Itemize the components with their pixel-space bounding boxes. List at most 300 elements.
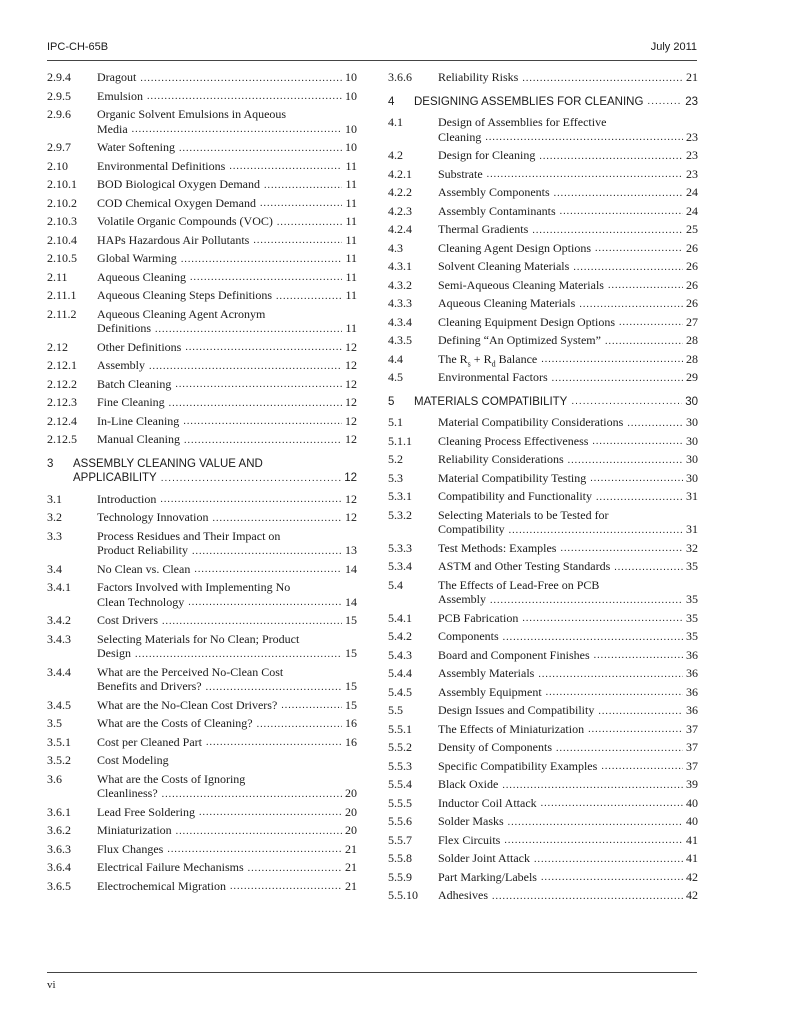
toc-entry-page: 30 xyxy=(686,433,698,448)
toc-entry-title-line xyxy=(97,177,357,192)
toc-entry-text: APPLICABILITY xyxy=(73,472,157,484)
toc-entry-number: 5.4.1 xyxy=(388,610,412,625)
toc-entry xyxy=(47,529,357,558)
toc-entry-page: 20 xyxy=(345,786,357,800)
toc-entry-number: 2.10 xyxy=(47,158,68,173)
toc-entry-page: 30 xyxy=(686,470,698,485)
toc-entry-text: Definitions xyxy=(97,321,151,335)
toc-entry-title xyxy=(97,492,357,507)
toc-entry xyxy=(388,204,698,219)
toc-entry xyxy=(47,805,357,820)
toc-entry xyxy=(47,510,357,525)
toc-entry-title-line xyxy=(438,833,698,848)
toc-leader-dots xyxy=(560,205,683,215)
toc-entry-title xyxy=(97,340,357,355)
toc-entry-title-line xyxy=(438,648,698,663)
toc-entry-title xyxy=(97,772,357,801)
toc-entry-number: 5.3.4 xyxy=(388,559,412,573)
toc-leader-dots xyxy=(579,298,683,308)
toc-entry xyxy=(388,415,698,430)
toc-entry-title-line xyxy=(438,814,698,829)
toc-entry-title xyxy=(438,578,698,607)
toc-entry-text: Lead Free Soldering xyxy=(97,804,195,819)
toc-entry-text: Product Reliability xyxy=(97,543,188,557)
toc-entry-number: 4.3.3 xyxy=(388,296,412,310)
toc-entry-page: 27 xyxy=(686,314,698,329)
toc-entry-title-line xyxy=(97,270,357,285)
toc-entry-title xyxy=(438,204,698,219)
toc-entry-title-line xyxy=(438,315,698,330)
toc-entry-number: 3.5 xyxy=(47,716,62,730)
toc-entry-text: Media xyxy=(97,121,128,136)
page-number: vi xyxy=(47,979,56,991)
toc-leader-dots xyxy=(541,797,683,807)
toc-entry-title-line xyxy=(97,196,357,211)
toc-leader-dots xyxy=(190,271,342,281)
toc-entry-page: 29 xyxy=(686,370,698,384)
toc-entry xyxy=(388,559,698,574)
toc-entry-number: 5.5.3 xyxy=(388,758,412,773)
toc-entry-title xyxy=(97,842,357,857)
toc-entry-title xyxy=(438,611,698,626)
toc-entry-page: 11 xyxy=(345,288,357,302)
toc-entry-number: 4.3 xyxy=(388,240,403,255)
toc-leader-dots xyxy=(608,279,683,289)
toc-entry xyxy=(47,233,357,248)
toc-entry-text: Global Warming xyxy=(97,251,177,265)
toc-entry-number: 3.4.5 xyxy=(47,697,71,712)
toc-leader-dots xyxy=(179,142,342,152)
toc-entry-number: 4.5 xyxy=(388,370,403,384)
toc-entry-text: Cleaning Agent Design Options xyxy=(438,240,591,255)
toc-entry-title-line: Factors Involved with Implementing No xyxy=(97,580,291,594)
toc-entry-text: Dragout xyxy=(97,70,137,84)
toc-entry-title-line xyxy=(97,214,357,229)
toc-entry-number: 3.2 xyxy=(47,510,62,524)
toc-entry-text: Assembly Components xyxy=(438,185,550,199)
toc-leader-dots xyxy=(169,397,342,407)
toc-entry xyxy=(388,777,698,792)
toc-leader-dots xyxy=(487,168,683,178)
toc-entry-title xyxy=(438,489,698,504)
toc-entry-title-line xyxy=(414,395,698,410)
toc-entry-number: 3.1 xyxy=(47,491,62,506)
toc-entry xyxy=(388,796,698,811)
toc-leader-dots xyxy=(605,335,683,345)
toc-entry-page: 11 xyxy=(345,158,357,173)
toc-entry xyxy=(388,833,698,848)
toc-leader-dots xyxy=(588,723,683,733)
toc-entry-title xyxy=(97,377,357,392)
toc-entry-page: 25 xyxy=(686,222,698,236)
toc-entry-page: 26 xyxy=(686,259,698,273)
toc-entry-text: Reliability Risks xyxy=(438,70,519,84)
toc-entry-page: 32 xyxy=(686,540,698,555)
toc-entry xyxy=(47,562,357,577)
toc-leader-dots xyxy=(595,242,683,252)
toc-leader-dots xyxy=(147,90,342,100)
toc-entry-title xyxy=(438,508,698,537)
toc-entry-title-line xyxy=(438,685,698,700)
toc-entry-title-line xyxy=(438,333,698,348)
toc-entry-title-line xyxy=(438,259,698,274)
toc-leader-dots xyxy=(573,261,683,271)
toc-entry-title xyxy=(438,740,698,755)
toc-entry-number: 5.5.10 xyxy=(388,888,418,902)
toc-entry-title-line xyxy=(97,805,357,820)
toc-column-left xyxy=(47,70,357,897)
toc-entry-title-line: Process Residues and Their Impact on xyxy=(97,528,281,543)
toc-entry xyxy=(388,814,698,829)
toc-entry-title xyxy=(438,666,698,681)
toc-entry xyxy=(47,340,357,355)
toc-entry-title xyxy=(438,115,698,144)
toc-entry-text: BOD Biological Oxygen Demand xyxy=(97,177,260,191)
toc-entry-page: 37 xyxy=(686,740,698,754)
toc-leader-dots xyxy=(590,472,683,482)
toc-entry-page: 37 xyxy=(686,758,698,773)
toc-entry-text: Cost per Cleaned Part xyxy=(97,734,202,749)
toc-entry-text: Cost Modeling xyxy=(97,753,169,767)
toc-entry-title xyxy=(97,288,357,303)
toc-entry-number: 3.6.6 xyxy=(388,70,412,84)
toc-entry-title xyxy=(73,457,357,486)
toc-leader-dots xyxy=(260,197,342,207)
toc-entry-text: In-Line Cleaning xyxy=(97,413,180,428)
toc-entry-title-line xyxy=(438,666,698,681)
toc-entry-page: 39 xyxy=(686,777,698,791)
toc-entry-text: HAPs Hazardous Air Pollutants xyxy=(97,232,250,247)
toc-entry-title-line xyxy=(97,70,357,85)
toc-entry xyxy=(388,489,698,504)
toc-entry-number: 2.11 xyxy=(47,269,68,284)
toc-entry-page: 12 xyxy=(345,376,357,391)
toc-entry-title-line xyxy=(438,204,698,219)
toc-entry-page: 36 xyxy=(686,647,698,662)
toc-entry-title xyxy=(438,722,698,737)
toc-entry-page: 40 xyxy=(686,814,698,828)
toc-entry xyxy=(47,251,357,266)
toc-entry-number: 5.4.2 xyxy=(388,629,412,643)
toc-entry xyxy=(388,222,698,237)
toc-entry xyxy=(388,278,698,293)
toc-entry-title xyxy=(438,759,698,774)
toc-entry xyxy=(47,140,357,155)
toc-entry-title-line xyxy=(97,233,357,248)
document-id: IPC-CH-65B xyxy=(47,41,109,53)
toc-entry-title xyxy=(97,860,357,875)
toc-entry-text: Emulsion xyxy=(97,88,144,103)
page-footer xyxy=(47,972,697,991)
toc-leader-dots xyxy=(277,216,342,226)
toc-entry-page: 12 xyxy=(345,432,357,446)
toc-leader-dots xyxy=(594,649,683,659)
toc-entry xyxy=(388,167,698,182)
toc-entry xyxy=(388,666,698,681)
toc-entry-title-line xyxy=(97,753,357,768)
toc-entry-title xyxy=(414,95,698,110)
toc-entry-text: Compatibility and Functionality xyxy=(438,489,592,503)
toc-entry-page: 23 xyxy=(686,129,698,144)
toc-leader-dots xyxy=(175,378,342,388)
toc-entry-number: 5.5.1 xyxy=(388,721,412,736)
toc-entry-title-line xyxy=(438,167,698,182)
toc-entry-title xyxy=(438,541,698,556)
toc-entry-page: 26 xyxy=(686,277,698,292)
toc-leader-dots xyxy=(149,360,342,370)
toc-entry-number: 5.3.3 xyxy=(388,540,412,555)
toc-entry xyxy=(388,685,698,700)
toc-entry-number: 5.5.8 xyxy=(388,851,412,865)
toc-entry xyxy=(388,508,698,537)
toc-entry-text: Flex Circuits xyxy=(438,832,501,847)
toc-entry-page: 31 xyxy=(686,489,698,503)
toc-entry-text: Electrochemical Migration xyxy=(97,878,226,893)
toc-entry-text: No Clean vs. Clean xyxy=(97,561,191,576)
toc-entry-text: Solder Joint Attack xyxy=(438,851,530,865)
toc-entry-title xyxy=(438,70,698,85)
toc-entry-title-line xyxy=(438,796,698,811)
toc-entry-title-line xyxy=(97,735,357,750)
toc-entry-title-line xyxy=(438,471,698,486)
toc-entry-page: 35 xyxy=(686,592,698,606)
toc-entry xyxy=(47,196,357,211)
toc-entry-title-line xyxy=(438,703,698,718)
toc-entry xyxy=(47,879,357,894)
toc-entry-text: Black Oxide xyxy=(438,777,499,791)
toc-leader-dots xyxy=(167,843,342,853)
toc-entry-title-line: What are the Costs of Ignoring xyxy=(97,771,246,786)
toc-entry xyxy=(47,698,357,713)
toc-leader-dots xyxy=(276,290,342,300)
toc-entry-title xyxy=(97,159,357,174)
toc-leader-dots xyxy=(554,187,683,197)
toc-entry-title-line xyxy=(97,595,357,610)
toc-entry-page: 30 xyxy=(686,415,698,429)
toc-leader-dots xyxy=(194,563,342,573)
toc-entry-title xyxy=(438,629,698,644)
toc-entry-text: PCB Fabrication xyxy=(438,610,519,625)
toc-leader-dots xyxy=(522,72,683,82)
toc-entry-page: 15 xyxy=(345,646,357,660)
toc-entry-title xyxy=(438,777,698,792)
toc-leader-dots xyxy=(264,179,342,189)
toc-leader-dots xyxy=(492,890,683,900)
toc-entry-text: The Effects of Miniaturization xyxy=(438,721,585,736)
toc-entry-number: 4.2.2 xyxy=(388,185,412,199)
toc-entry-title-line xyxy=(97,251,357,266)
toc-entry-number: 2.12.3 xyxy=(47,395,77,409)
toc-entry-number: 3.6 xyxy=(47,771,62,786)
toc-entry-number: 5.3.2 xyxy=(388,507,412,522)
toc-entry-title-line: Selecting Materials for No Clean; Product xyxy=(97,631,300,646)
toc-entry xyxy=(388,395,698,410)
toc-entry-text: Volatile Organic Compounds (VOC) xyxy=(97,214,273,228)
toc-entry-title xyxy=(97,580,357,609)
toc-entry xyxy=(388,578,698,607)
toc-entry-page: 12 xyxy=(344,472,357,484)
toc-entry-page: 12 xyxy=(345,358,357,372)
toc-entry xyxy=(388,333,698,348)
toc-leader-dots xyxy=(162,788,342,798)
toc-entry-title-line xyxy=(97,432,357,447)
toc-entry-number: 3.6.1 xyxy=(47,804,71,819)
toc-entry-page: 24 xyxy=(686,203,698,218)
toc-entry-page: 12 xyxy=(345,413,357,428)
toc-entry-title xyxy=(97,753,357,768)
toc-entry-page: 35 xyxy=(686,610,698,625)
toc-entry xyxy=(47,159,357,174)
toc-entry-text: Density of Components xyxy=(438,740,552,754)
toc-entry-page: 14 xyxy=(345,561,357,576)
toc-entry-page: 15 xyxy=(345,613,357,627)
toc-entry-title-line xyxy=(97,786,357,801)
toc-entry-title-line xyxy=(97,646,357,661)
toc-leader-dots xyxy=(176,825,342,835)
toc-entry-text: Specific Compatibility Examples xyxy=(438,758,598,773)
toc-entry xyxy=(47,414,357,429)
toc-entry xyxy=(47,177,357,192)
toc-entry-title-line xyxy=(438,777,698,792)
toc-entry-number: 2.10.5 xyxy=(47,251,77,265)
toc-leader-dots xyxy=(184,434,342,444)
toc-entry-text: Test Methods: Examples xyxy=(438,540,557,555)
toc-entry-number: 2.10.4 xyxy=(47,232,77,247)
toc-leader-dots xyxy=(614,561,683,571)
toc-entry-text: DESIGNING ASSEMBLIES FOR CLEANING xyxy=(414,95,644,108)
toc-entry-text: Design Issues and Compatibility xyxy=(438,703,595,717)
toc-entry-title xyxy=(97,879,357,894)
toc-entry xyxy=(388,759,698,774)
toc-entry-title xyxy=(97,698,357,713)
toc-entry-title-line xyxy=(97,823,357,838)
toc-entry-text: Cleaning Equipment Design Options xyxy=(438,314,615,329)
toc-entry-title xyxy=(414,395,698,410)
toc-entry-number: 2.12.2 xyxy=(47,376,77,391)
toc-entry-title xyxy=(97,395,357,410)
toc-leader-dots xyxy=(135,648,342,658)
toc-leader-dots xyxy=(140,72,342,82)
toc-entry-page: 21 xyxy=(686,70,698,84)
toc-entry-page: 26 xyxy=(686,240,698,255)
toc-entry-number: 5.5.5 xyxy=(388,795,412,810)
toc-entry-text: MATERIALS COMPATIBILITY xyxy=(414,395,568,408)
toc-entry xyxy=(47,772,357,801)
toc-entry-number: 2.12.5 xyxy=(47,432,77,446)
toc-entry-page: 30 xyxy=(686,452,698,466)
toc-entry-page: 23 xyxy=(686,148,698,162)
toc-entry-text: Defining “An Optimized System” xyxy=(438,333,601,347)
toc-entry-title xyxy=(97,665,357,694)
toc-entry-title xyxy=(438,685,698,700)
toc-entry-page: 24 xyxy=(686,185,698,199)
toc-entry-title-line xyxy=(438,434,698,449)
toc-entry-title-line xyxy=(438,70,698,85)
toc-entry-page: 11 xyxy=(345,232,357,247)
toc-entry-text: Semi-Aqueous Cleaning Materials xyxy=(438,277,604,292)
toc-entry xyxy=(47,89,357,104)
toc-leader-dots xyxy=(592,435,683,445)
toc-entry-page: 15 xyxy=(345,679,357,693)
toc-leader-dots xyxy=(183,415,342,425)
toc-entry-page: 31 xyxy=(686,522,698,536)
toc-entry-number: 3.6.5 xyxy=(47,878,71,893)
toc-entry-title-line xyxy=(73,471,357,486)
toc-entry xyxy=(388,471,698,486)
toc-entry-title-line xyxy=(97,510,357,525)
toc-entry-page: 20 xyxy=(345,804,357,819)
toc-entry xyxy=(388,185,698,200)
toc-entry-text: Manual Cleaning xyxy=(97,432,180,446)
toc-entry-title-line xyxy=(97,543,357,558)
toc-entry-title-line: Aqueous Cleaning Agent Acronym xyxy=(97,306,266,321)
toc-leader-dots xyxy=(181,253,342,263)
toc-entry-number: 3.4.3 xyxy=(47,631,71,646)
toc-entry-number: 4.3.2 xyxy=(388,277,412,292)
toc-entry-title-line xyxy=(438,370,698,385)
toc-entry-title-line xyxy=(97,377,357,392)
toc-leader-dots xyxy=(206,736,342,746)
toc-entry-title-line xyxy=(438,296,698,311)
toc-entry-title-line xyxy=(97,698,357,713)
toc-entry xyxy=(388,241,698,256)
toc-entry-text: Miniaturization xyxy=(97,823,172,837)
toc-entry-text: Solder Masks xyxy=(438,814,504,828)
toc-leader-dots xyxy=(188,596,342,606)
toc-entry-title-line xyxy=(438,222,698,237)
toc-entry-title-line xyxy=(97,159,357,174)
toc-entry-text: Technology Innovation xyxy=(97,510,209,524)
toc-entry-text: What are the No-Clean Cost Drivers? xyxy=(97,697,278,712)
toc-leader-dots xyxy=(508,816,683,826)
toc-entry xyxy=(388,352,698,367)
toc-entry-number: 5.5 xyxy=(388,703,403,717)
toc-entry-number: 3 xyxy=(47,457,54,470)
toc-leader-dots xyxy=(253,234,342,244)
toc-entry xyxy=(47,107,357,136)
toc-entry xyxy=(47,860,357,875)
toc-entry xyxy=(388,703,698,718)
toc-entry-page: 23 xyxy=(686,166,698,181)
toc-leader-dots xyxy=(619,316,683,326)
toc-entry-page: 28 xyxy=(686,351,698,366)
toc-entry-title-line xyxy=(438,722,698,737)
toc-entry-text: Design xyxy=(97,646,131,660)
toc-entry-title-line xyxy=(97,122,357,137)
toc-entry-number: 3.4 xyxy=(47,561,62,576)
toc-entry-page: 10 xyxy=(345,121,357,136)
toc-leader-dots xyxy=(162,615,342,625)
toc-entry-title xyxy=(438,471,698,486)
toc-entry xyxy=(388,722,698,737)
toc-entry-page: 40 xyxy=(686,795,698,810)
toc-entry xyxy=(47,716,357,731)
toc-entry xyxy=(47,823,357,838)
toc-entry-text: Substrate xyxy=(438,166,483,181)
toc-entry-text: Reliability Considerations xyxy=(438,452,564,466)
toc-entry-title-line xyxy=(438,759,698,774)
toc-entry-title xyxy=(438,703,698,718)
toc-entry-title xyxy=(97,358,357,373)
toc-entry-text: Benefits and Drivers? xyxy=(97,679,202,693)
toc-entry-page: 11 xyxy=(345,195,357,210)
toc-entry-title xyxy=(97,613,357,628)
toc-leader-dots xyxy=(601,760,683,770)
toc-entry-text: Aqueous Cleaning xyxy=(97,269,186,284)
toc-entry-page: 10 xyxy=(345,70,357,84)
toc-entry xyxy=(47,457,357,486)
toc-entry-title xyxy=(438,148,698,163)
